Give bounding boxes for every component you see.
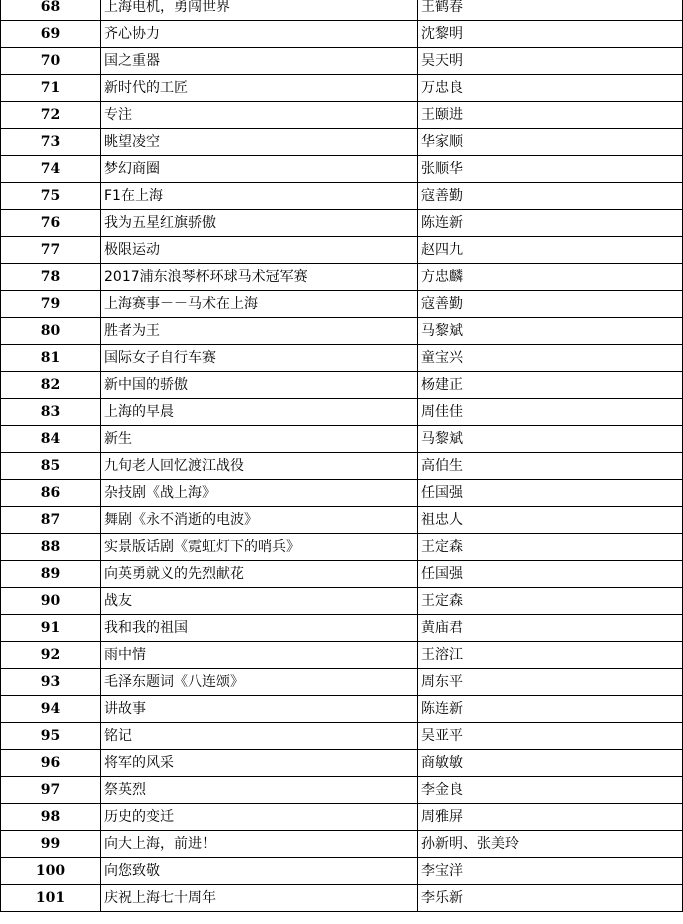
- entry-author: 寇善勤: [418, 291, 683, 318]
- entry-number: 87: [1, 507, 101, 534]
- entry-author: 商敏敏: [418, 750, 683, 777]
- entry-author: 寇善勤: [418, 183, 683, 210]
- entry-number: 88: [1, 534, 101, 561]
- entry-number: 82: [1, 372, 101, 399]
- entry-author: 华家顺: [418, 129, 683, 156]
- entry-number: 91: [1, 615, 101, 642]
- table-row: [1, 21, 683, 48]
- entry-title: 实景版话剧《霓虹灯下的哨兵》: [101, 534, 418, 561]
- table-row: [1, 399, 683, 426]
- entry-author: 任国强: [418, 561, 683, 588]
- entry-title: 祭英烈: [101, 777, 418, 804]
- entry-author: 祖忠人: [418, 507, 683, 534]
- entry-title: 2017浦东浪琴杯环球马术冠军赛: [101, 264, 418, 291]
- entry-title: 讲故事: [101, 696, 418, 723]
- entry-number: 75: [1, 183, 101, 210]
- table-row: [1, 237, 683, 264]
- entry-title: 毛泽东题词《八连颂》: [101, 669, 418, 696]
- table-row: [1, 318, 683, 345]
- entry-title: F1在上海: [101, 183, 418, 210]
- entry-title: 战友: [101, 588, 418, 615]
- entry-number: 76: [1, 210, 101, 237]
- table-row: [1, 561, 683, 588]
- entry-number: 73: [1, 129, 101, 156]
- entry-author: 孙新明、张美玲: [418, 831, 683, 858]
- table-row: [1, 291, 683, 318]
- entry-number: 79: [1, 291, 101, 318]
- entry-title: 新中国的骄傲: [101, 372, 418, 399]
- entry-title: 历史的变迁: [101, 804, 418, 831]
- entry-author: 黄庙君: [418, 615, 683, 642]
- entry-title: 向英勇就义的先烈献花: [101, 561, 418, 588]
- entry-author: 李乐新: [418, 885, 683, 912]
- entry-title: 舞剧《永不消逝的电波》: [101, 507, 418, 534]
- table-row: [1, 777, 683, 804]
- entry-number: 72: [1, 102, 101, 129]
- entry-title: 庆祝上海七十周年: [101, 885, 418, 912]
- entry-title: 上海的早晨: [101, 399, 418, 426]
- table-row: [1, 129, 683, 156]
- entry-author: 方忠麟: [418, 264, 683, 291]
- entry-number: 83: [1, 399, 101, 426]
- table-row: [1, 264, 683, 291]
- entry-author: 任国强: [418, 480, 683, 507]
- entry-number: 93: [1, 669, 101, 696]
- entry-number: 86: [1, 480, 101, 507]
- table-row: [1, 0, 683, 21]
- entry-author: 马黎斌: [418, 318, 683, 345]
- entry-author: 赵四九: [418, 237, 683, 264]
- entry-number: 101: [1, 885, 101, 912]
- entry-number: 96: [1, 750, 101, 777]
- table-row: [1, 507, 683, 534]
- entry-number: 89: [1, 561, 101, 588]
- entry-author: 王溶江: [418, 642, 683, 669]
- table-row: [1, 183, 683, 210]
- entry-number: 84: [1, 426, 101, 453]
- entry-title: 新生: [101, 426, 418, 453]
- entry-author: 陈连新: [418, 696, 683, 723]
- entry-author: 王鹤春: [418, 0, 683, 21]
- entry-number: 99: [1, 831, 101, 858]
- entry-title: 上海赛事－－马术在上海: [101, 291, 418, 318]
- entry-title: 上海电机，勇闯世界: [101, 0, 418, 21]
- table-row: [1, 615, 683, 642]
- entry-number: 92: [1, 642, 101, 669]
- entry-title: 梦幻商圈: [101, 156, 418, 183]
- entry-number: 69: [1, 21, 101, 48]
- table-row: [1, 345, 683, 372]
- entry-author: 李宝洋: [418, 858, 683, 885]
- entry-title: 向您致敬: [101, 858, 418, 885]
- entry-title: 我为五星红旗骄傲: [101, 210, 418, 237]
- entry-title: 我和我的祖国: [101, 615, 418, 642]
- entry-author: 王颐进: [418, 102, 683, 129]
- entry-title: 胜者为王: [101, 318, 418, 345]
- table-row: [1, 426, 683, 453]
- entry-title: 新时代的工匠: [101, 75, 418, 102]
- entry-title: 国之重器: [101, 48, 418, 75]
- table-row: [1, 453, 683, 480]
- entry-title: 雨中情: [101, 642, 418, 669]
- table-row: [1, 102, 683, 129]
- table-row: [1, 372, 683, 399]
- table-row: [1, 804, 683, 831]
- entry-author: 陈连新: [418, 210, 683, 237]
- entry-number: 94: [1, 696, 101, 723]
- entry-author: 王定森: [418, 588, 683, 615]
- entry-author: 李金良: [418, 777, 683, 804]
- entry-author: 吴亚平: [418, 723, 683, 750]
- table-row: [1, 588, 683, 615]
- entry-number: 74: [1, 156, 101, 183]
- entry-author: 周佳佳: [418, 399, 683, 426]
- entry-number: 70: [1, 48, 101, 75]
- entry-author: 万忠良: [418, 75, 683, 102]
- table-row: [1, 210, 683, 237]
- entry-number: 80: [1, 318, 101, 345]
- entry-title: 专注: [101, 102, 418, 129]
- entry-author: 杨建正: [418, 372, 683, 399]
- entry-author: 童宝兴: [418, 345, 683, 372]
- entry-number: 81: [1, 345, 101, 372]
- entry-title: 极限运动: [101, 237, 418, 264]
- entry-title: 九旬老人回忆渡江战役: [101, 453, 418, 480]
- table-row: [1, 696, 683, 723]
- entry-number: 95: [1, 723, 101, 750]
- entry-title: 国际女子自行车赛: [101, 345, 418, 372]
- entry-number: 85: [1, 453, 101, 480]
- entry-author: 张顺华: [418, 156, 683, 183]
- entry-author: 高伯生: [418, 453, 683, 480]
- entry-author: 沈黎明: [418, 21, 683, 48]
- table-row: [1, 885, 683, 912]
- entry-number: 77: [1, 237, 101, 264]
- table-row: [1, 534, 683, 561]
- table-row: [1, 831, 683, 858]
- entry-title: 将军的风采: [101, 750, 418, 777]
- table-row: [1, 858, 683, 885]
- entry-author: 王定森: [418, 534, 683, 561]
- entry-number: 78: [1, 264, 101, 291]
- entry-number: 97: [1, 777, 101, 804]
- table-row: [1, 723, 683, 750]
- table-row: [1, 669, 683, 696]
- table-row: [1, 480, 683, 507]
- entry-title: 眺望凌空: [101, 129, 418, 156]
- entry-title: 杂技剧《战上海》: [101, 480, 418, 507]
- entry-number: 68: [1, 0, 101, 21]
- entries-table-body: [1, 0, 683, 912]
- entry-author: 吴天明: [418, 48, 683, 75]
- entry-number: 71: [1, 75, 101, 102]
- entry-title: 齐心协力: [101, 21, 418, 48]
- table-row: [1, 75, 683, 102]
- entry-author: 马黎斌: [418, 426, 683, 453]
- table-row: [1, 750, 683, 777]
- entry-author: 周雅屏: [418, 804, 683, 831]
- entry-number: 100: [1, 858, 101, 885]
- entry-title: 向大上海，前进！: [101, 831, 418, 858]
- table-row: [1, 48, 683, 75]
- entry-number: 90: [1, 588, 101, 615]
- table-row: [1, 156, 683, 183]
- entry-author: 周东平: [418, 669, 683, 696]
- table-row: [1, 642, 683, 669]
- entry-number: 98: [1, 804, 101, 831]
- entry-title: 铭记: [101, 723, 418, 750]
